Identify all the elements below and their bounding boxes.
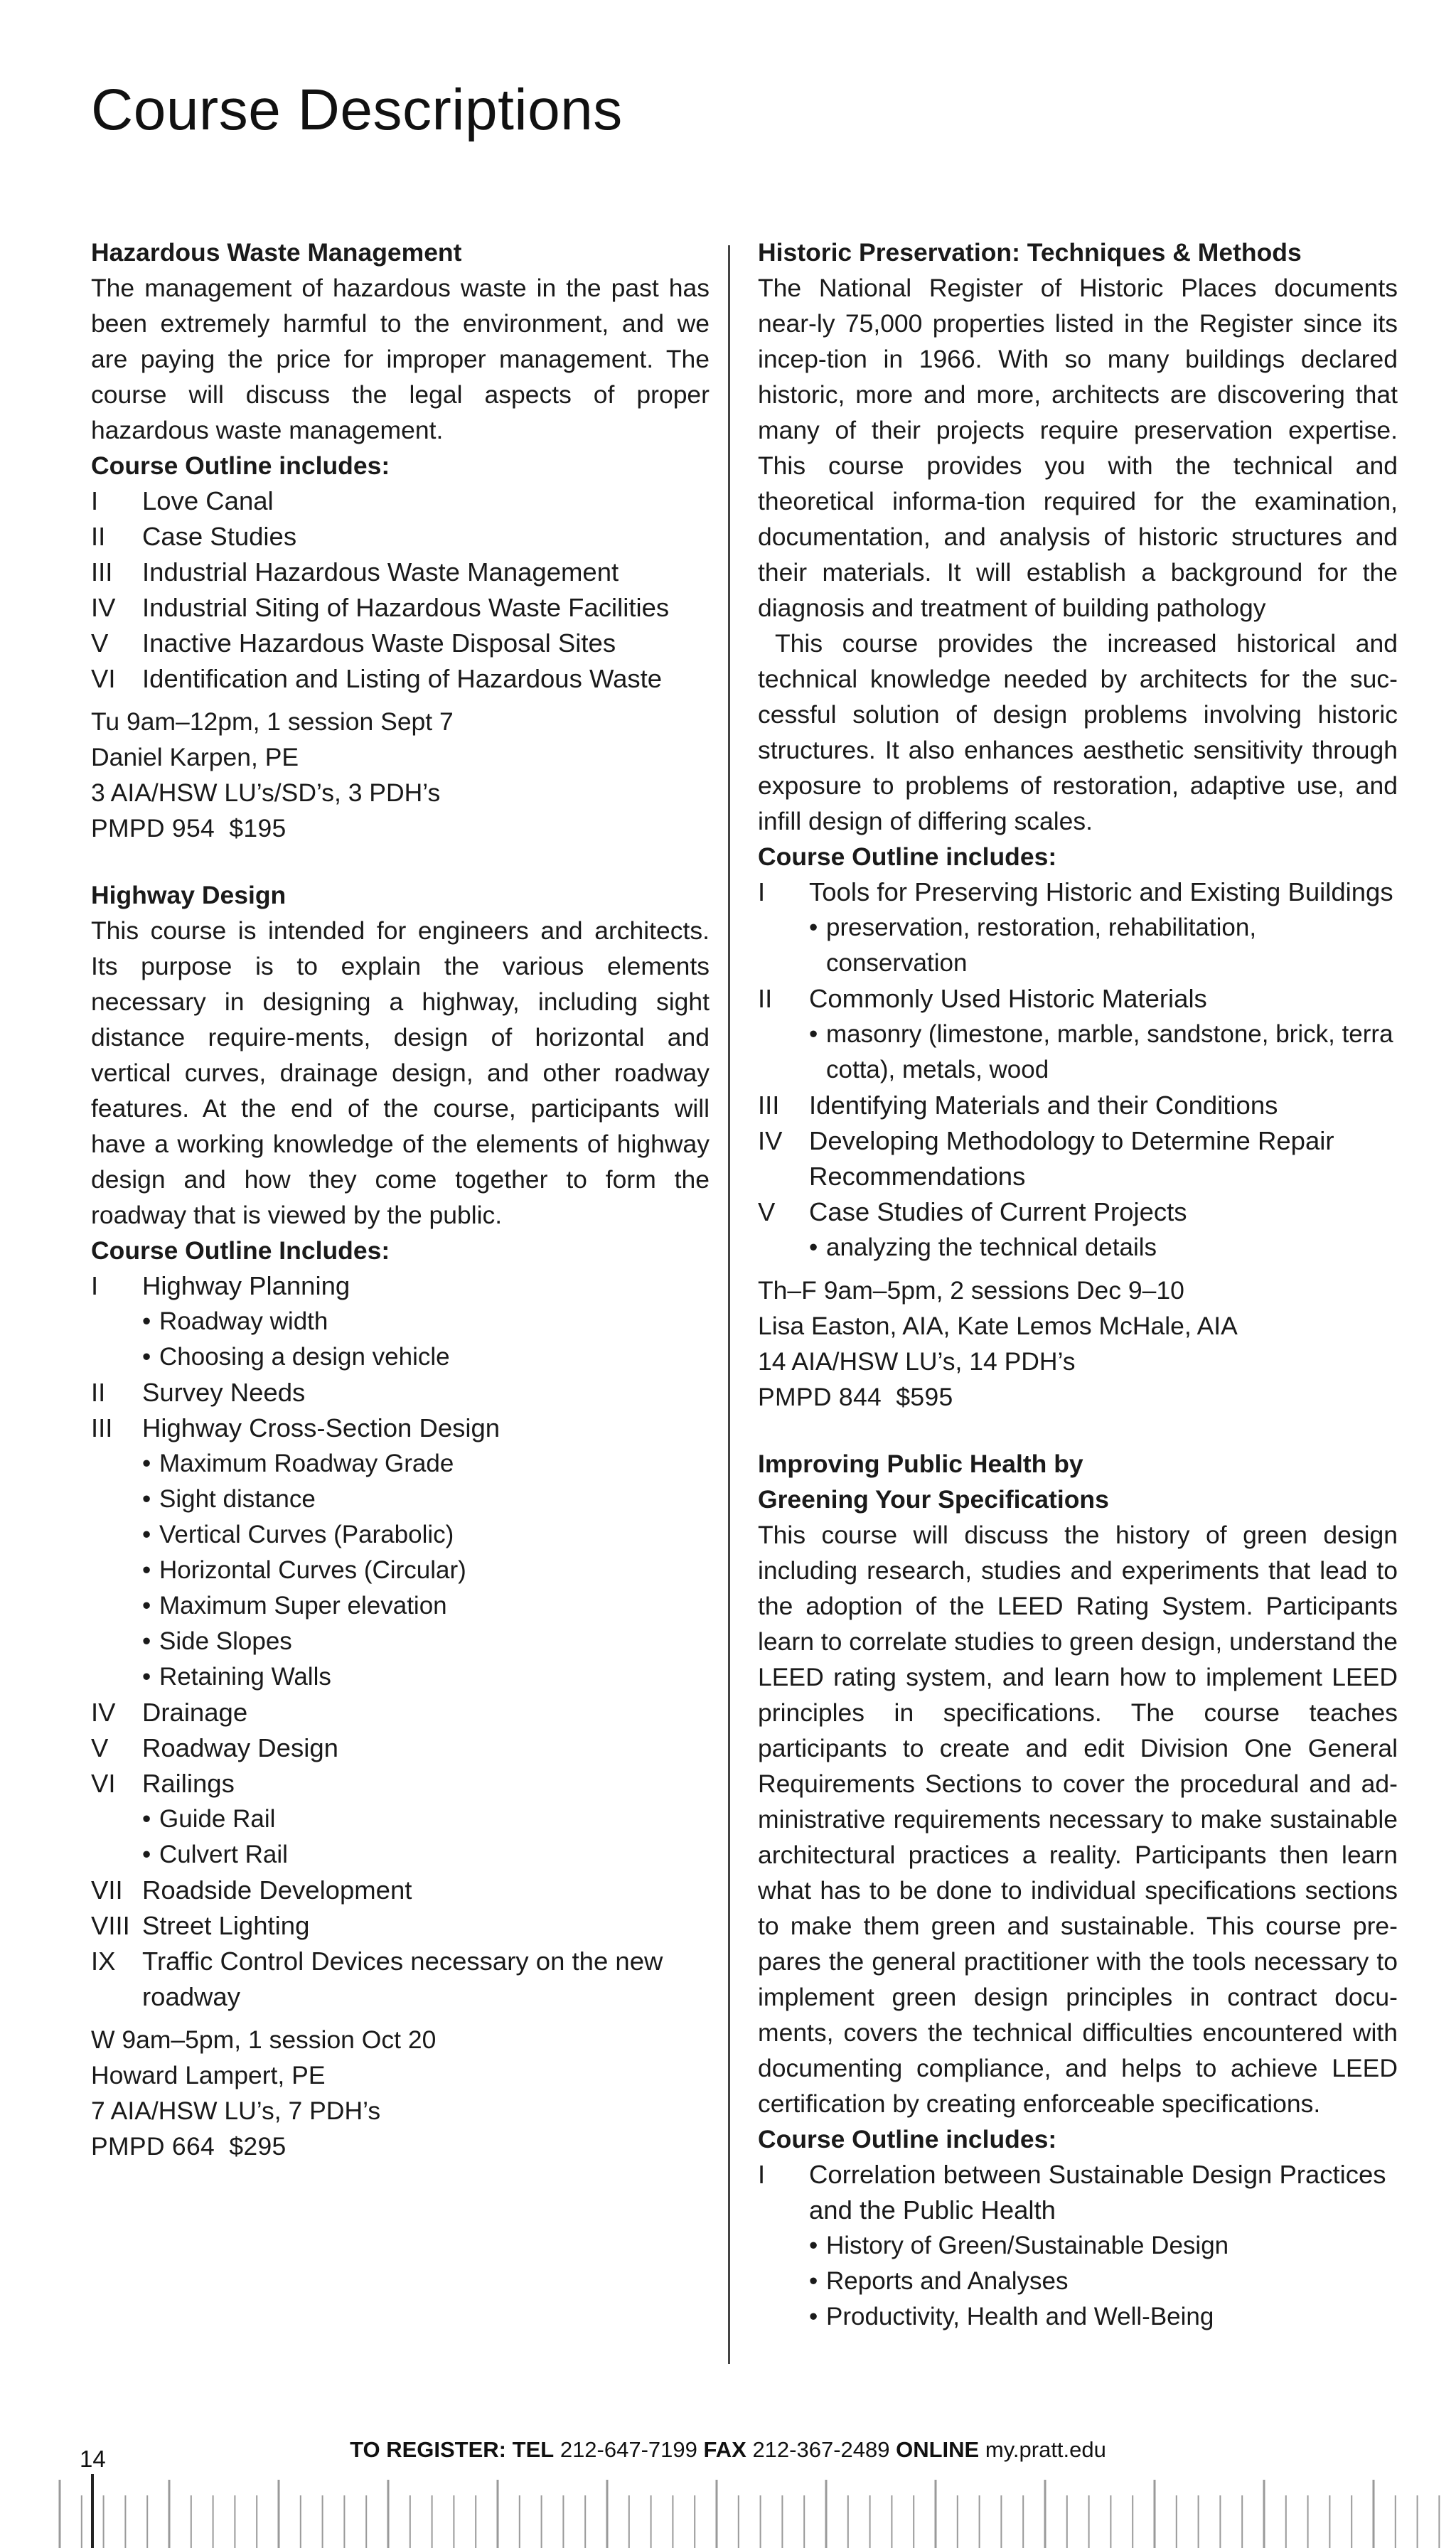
outline-subitem: • Maximum Super elevation: [91, 1588, 710, 1624]
course-instructor: Howard Lampert, PE: [91, 2061, 326, 2089]
course-instructor: Lisa Easton, AIA, Kate Lemos McHale, AIA: [758, 1312, 1238, 1340]
course-block: [758, 1446, 1398, 2335]
course-description: The National Register of Historic Places documents near-ly 75,000 properties listed in the Register since its incep-tion in 1966. With so many buildings declared historic, more and more, architects are discovering that many of their projects require preservation expertise. This course provides you with the technical and theoretical informa-tion required for the examination, documentation, and analysis of historic structures and their materials. It will establish a background for the diagnosis and treatment of building pathology: [758, 274, 1398, 622]
outline-item: [91, 590, 710, 626]
outline-numeral: VI: [91, 664, 116, 693]
outline-item: [91, 661, 710, 697]
course-schedule: Th–F 9am–5pm, 2 sessions Dec 9–10: [758, 1276, 1184, 1305]
outline-heading: Course Outline Includes:: [91, 1236, 390, 1265]
outline-numeral: II: [91, 1378, 106, 1407]
outline-numeral: VIII: [91, 1911, 130, 1940]
course-block: [758, 235, 1398, 1415]
course-title-line: Improving Public Health by: [758, 1450, 1083, 1478]
outline-item: [758, 981, 1398, 1017]
outline-subitem: • masonry (limestone, marble, sandstone, brick, terra cotta), metals, wood: [758, 1017, 1398, 1088]
outline-item: [758, 2157, 1398, 2228]
course-title-line: Greening Your Specifications: [758, 1485, 1109, 1514]
outline-numeral: V: [91, 628, 109, 658]
outline-text: Identification and Listing of Hazardous Waste: [142, 664, 663, 693]
outline-text: Street Lighting: [142, 1911, 310, 1940]
outline-item: [758, 1088, 1398, 1123]
footer-online-label: ONLINE: [896, 2437, 980, 2462]
footer-tel-label: TEL: [512, 2437, 555, 2462]
course-credits: 7 AIA/HSW LU’s, 7 PDH’s: [91, 2097, 381, 2125]
outline-numeral: IV: [91, 1698, 116, 1727]
course-title: Highway Design: [91, 881, 287, 909]
course-title: Hazardous Waste Management: [91, 238, 462, 267]
outline-subitem: • Maximum Roadway Grade: [91, 1446, 710, 1482]
outline-subitem: • Productivity, Health and Well-Being: [758, 2299, 1398, 2335]
outline-text: Case Studies of Current Projects: [809, 1197, 1187, 1226]
outline-item: [758, 1123, 1398, 1194]
outline-item: [758, 1194, 1398, 1230]
course-outline: [758, 874, 1398, 1265]
outline-item: [91, 1730, 710, 1766]
course-description: The management of hazardous waste in the past has been extremely harmful to the environment, and we are paying the price for improper management. The course will discuss the legal aspects of proper hazardous waste management.: [91, 274, 710, 444]
outline-heading: Course Outline includes:: [758, 842, 1057, 871]
outline-item: [91, 1375, 710, 1410]
outline-subitem: • Culvert Rail: [91, 1837, 710, 1873]
outline-subitem: • Retaining Walls: [91, 1659, 710, 1695]
right-column: [758, 235, 1398, 2366]
outline-item: [91, 626, 710, 661]
page-title: Course Descriptions: [91, 77, 623, 142]
footer-website-link[interactable]: my.pratt.edu: [985, 2437, 1106, 2462]
outline-text: Love Canal: [142, 486, 274, 515]
course-schedule: W 9am–5pm, 1 session Oct 20: [91, 2025, 437, 2054]
outline-text: Drainage: [142, 1698, 248, 1727]
outline-subitem: • Vertical Curves (Parabolic): [91, 1517, 710, 1553]
course-title: Historic Preservation: Techniques & Methods: [758, 238, 1302, 267]
outline-item: [91, 1766, 710, 1802]
outline-text: Roadway Design: [142, 1733, 338, 1762]
outline-numeral: IX: [91, 1947, 116, 1976]
outline-text: Highway Cross-Section Design: [142, 1413, 500, 1442]
outline-numeral: I: [91, 486, 99, 515]
outline-subitem: • Guide Rail: [91, 1802, 710, 1837]
course-block: [91, 877, 710, 2164]
outline-subitem: • Choosing a design vehicle: [91, 1339, 710, 1375]
course-description: This course is intended for engineers and architects. Its purpose is to explain the various elements necessary in designing a highway, including sight distance require-ments, design of horizontal and vertical curves, drainage design, and other roadway features. At the end of the course, participants will have a working knowledge of the elements of highway design and how they come together to form the roadway that is viewed by the public.: [91, 916, 710, 1229]
outline-text: Roadside Development: [142, 1875, 412, 1905]
outline-subitem: • analyzing the technical details: [758, 1230, 1398, 1265]
outline-numeral: III: [91, 557, 113, 587]
outline-text: Industrial Hazardous Waste Management: [142, 557, 619, 587]
outline-numeral: VII: [91, 1875, 123, 1905]
outline-subitem: • Side Slopes: [91, 1624, 710, 1659]
page-number: 14: [80, 2446, 106, 2472]
left-column: [91, 235, 710, 2195]
outline-text: Case Studies: [142, 522, 297, 551]
footer-register-label: TO REGISTER:: [350, 2437, 507, 2462]
outline-subitem: • Reports and Analyses: [758, 2264, 1398, 2299]
course-outline: [758, 2157, 1398, 2335]
footer-phone[interactable]: 212-647-7199: [560, 2437, 697, 2462]
outline-numeral: VI: [91, 1769, 116, 1798]
footer-fax: 212-367-2489: [752, 2437, 890, 2462]
outline-subitem: • Roadway width: [91, 1304, 710, 1339]
outline-numeral: III: [758, 1091, 780, 1120]
outline-text: Commonly Used Historic Materials: [809, 984, 1207, 1013]
outline-item: [91, 519, 710, 555]
outline-subitem: • preservation, restoration, rehabilitation, conservation: [758, 910, 1398, 981]
ruler-decoration: [0, 2474, 1456, 2548]
outline-item: [91, 555, 710, 590]
outline-text: Identifying Materials and their Conditions: [809, 1091, 1278, 1120]
course-details: [758, 1273, 1398, 1415]
outline-heading: Course Outline includes:: [91, 451, 390, 480]
outline-item: [91, 1695, 710, 1730]
course-code-price: PMPD 954 $195: [91, 814, 287, 842]
outline-text: Tools for Preserving Historic and Existing Buildings: [809, 877, 1393, 906]
course-outline: [91, 483, 710, 697]
outline-item: [91, 1944, 710, 2015]
outline-numeral: I: [758, 2160, 766, 2189]
outline-numeral: II: [758, 984, 773, 1013]
outline-item: [91, 1908, 710, 1944]
course-credits: 3 AIA/HSW LU’s/SD’s, 3 PDH’s: [91, 778, 441, 807]
outline-heading: Course Outline includes:: [758, 2125, 1057, 2153]
outline-numeral: V: [91, 1733, 109, 1762]
outline-item: [91, 483, 710, 519]
course-credits: 14 AIA/HSW LU’s, 14 PDH’s: [758, 1347, 1076, 1376]
outline-text: Traffic Control Devices necessary on the new roadway: [142, 1947, 663, 2011]
outline-subitem: • History of Green/Sustainable Design: [758, 2228, 1398, 2264]
outline-item: [758, 874, 1398, 910]
outline-item: [91, 1873, 710, 1908]
outline-numeral: II: [91, 522, 106, 551]
course-block: [91, 235, 710, 846]
outline-numeral: IV: [758, 1126, 783, 1155]
outline-numeral: I: [758, 877, 766, 906]
course-code-price: PMPD 844 $595: [758, 1383, 953, 1411]
outline-text: Highway Planning: [142, 1271, 350, 1300]
outline-text: Survey Needs: [142, 1378, 306, 1407]
outline-item: [91, 1268, 710, 1304]
course-code-price: PMPD 664 $295: [91, 2132, 287, 2161]
outline-numeral: III: [91, 1413, 113, 1442]
outline-subitem: • Sight distance: [91, 1482, 710, 1517]
course-description: This course provides the increased historical and technical knowledge needed by architects for the suc-cessful solution of design problems involving historic structures. It also enhances aesthetic sensitivity through exposure to problems of restoration, adaptive use, and infill design of differing scales.: [758, 629, 1398, 835]
course-schedule: Tu 9am–12pm, 1 session Sept 7: [91, 707, 454, 736]
footer-fax-label: FAX: [703, 2437, 746, 2462]
outline-text: Developing Methodology to Determine Repair Recommendations: [809, 1126, 1334, 1191]
outline-numeral: V: [758, 1197, 776, 1226]
outline-text: Railings: [142, 1769, 235, 1798]
outline-text: Inactive Hazardous Waste Disposal Sites: [142, 628, 616, 658]
column-divider: [728, 245, 730, 2364]
outline-text: Industrial Siting of Hazardous Waste Facilities: [142, 593, 670, 622]
course-details: [91, 704, 710, 846]
outline-text: Correlation between Sustainable Design Practices and the Public Health: [809, 2160, 1386, 2225]
outline-subitem: • Horizontal Curves (Circular): [91, 1553, 710, 1588]
course-outline: [91, 1268, 710, 2015]
registration-footer: [0, 2437, 1456, 2463]
outline-numeral: IV: [91, 593, 116, 622]
course-description: This course will discuss the history of green design including research, studies and experiments that lead to the adoption of the LEED Rating System. Participants learn to correlate studies to green design, understand the LEED rating system, and learn how to implement LEED principles in specifications. The course teaches participants to create and edit Division One General Requirements Sections to cover the procedural and ad-ministrative requirements necessary to make sustainable architectural practices a reality. Participants then learn what has to be done to individual specifications sections to make them green and sustainable. This course pre-pares the general practitioner with the tools necessary to implement green design principles in contract docu-ments, covers the technical difficulties encountered with documenting compliance, and helps to achieve LEED certification by creating enforceable specifications.: [758, 1521, 1398, 2118]
outline-item: [91, 1410, 710, 1446]
course-instructor: Daniel Karpen, PE: [91, 743, 299, 771]
outline-numeral: I: [91, 1271, 99, 1300]
course-details: [91, 2022, 710, 2164]
